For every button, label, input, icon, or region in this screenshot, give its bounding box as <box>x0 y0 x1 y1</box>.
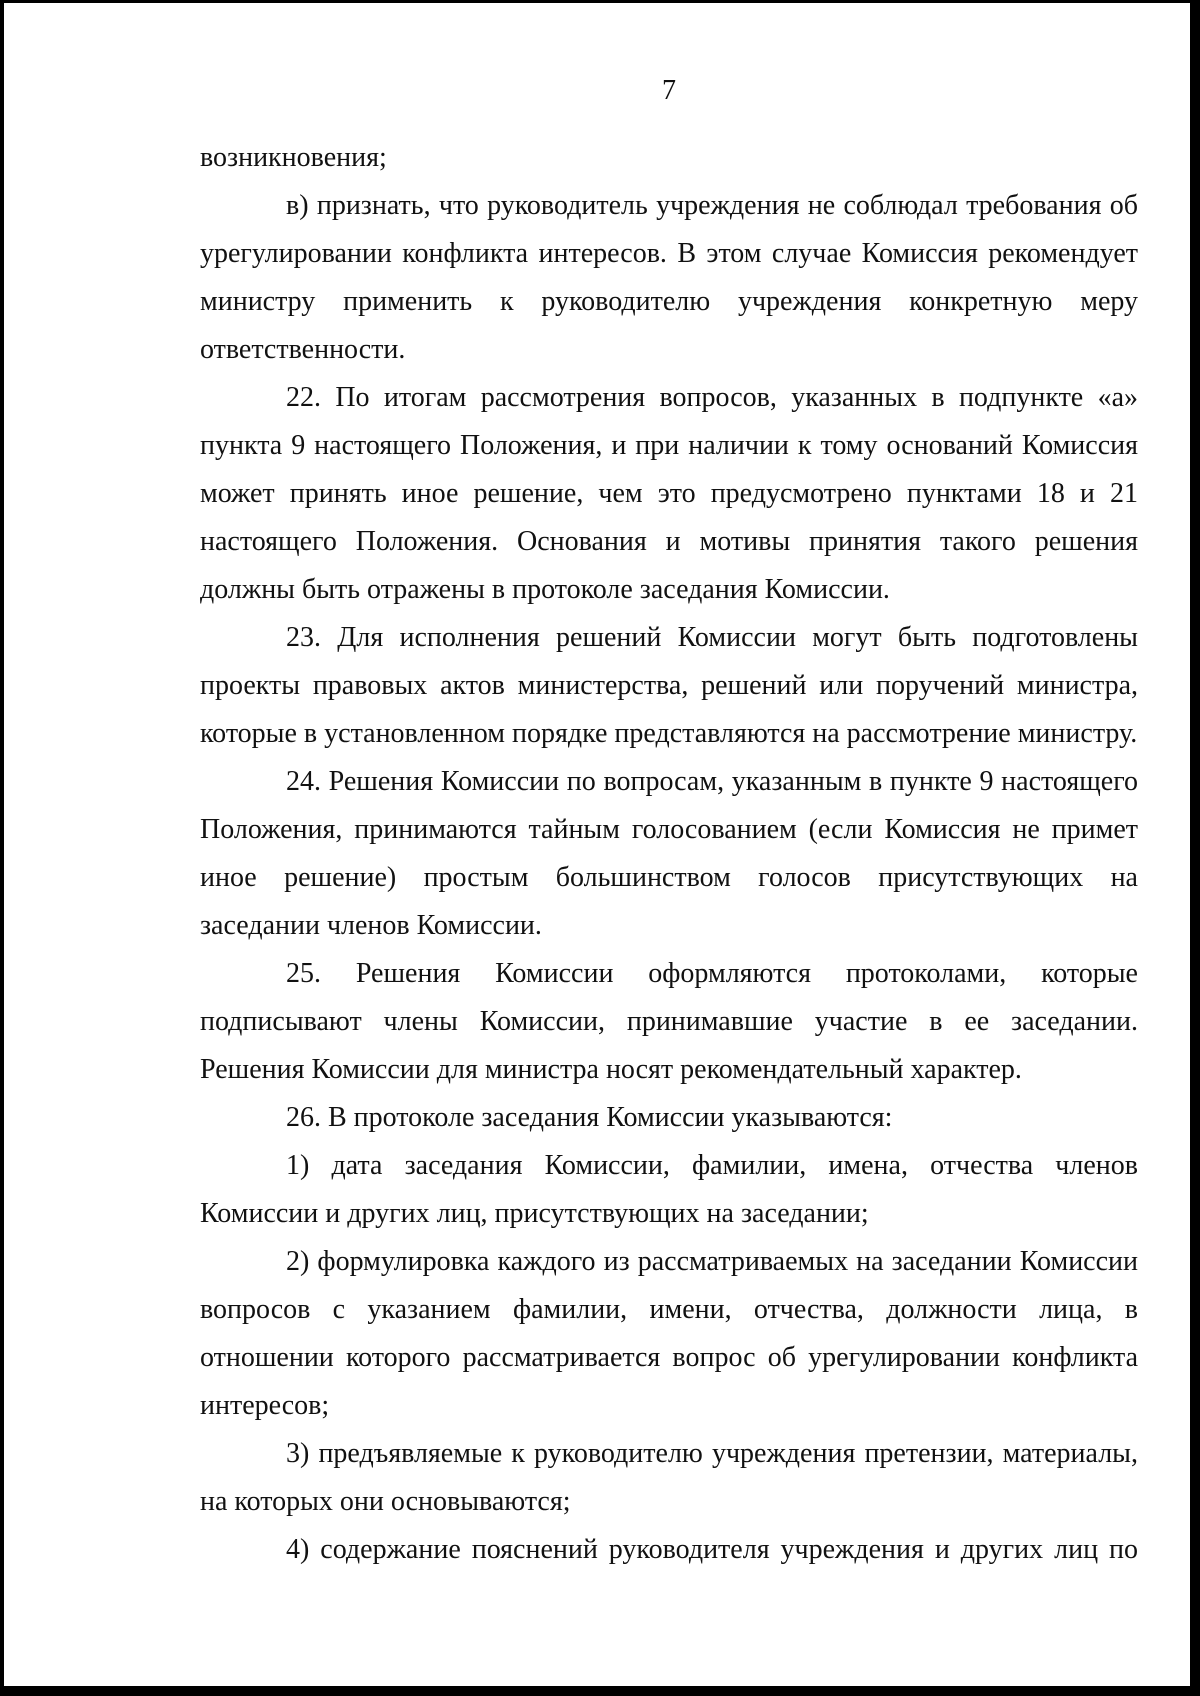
paragraph-22: 22. По итогам рассмотрения вопросов, указанных в подпункте «а» пункта 9 настоящего Положения, и при наличии к тому оснований Комиссия может принять иное решение, чем это предусмотрено пунктами 18 и 21 настоящего Положения. Основания и мотивы принятия такого решения должны быть отражены в протоколе заседания Комиссии. <box>200 382 1138 605</box>
paragraph-23: 23. Для исполнения решений Комиссии могут быть подготовлены проекты правовых актов министерства, решений или поручений министра, которые в установленном порядке представляются на рассмотрение министру. <box>200 622 1138 749</box>
paragraph-26: 26. В протоколе заседания Комиссии указываются: <box>286 1102 893 1133</box>
page-number: 7 <box>662 75 676 106</box>
paragraph-item-v: в) признать, что руководитель учреждения не соблюдал требования об урегулировании конфликта интересов. В этом случае Комиссия рекомендует министру применить к руководителю учреждения конкретную меру ответственности. <box>200 190 1138 365</box>
paragraph-26-item-3: 3) предъявляемые к руководителю учреждения претензии, материалы, на которых они основываются; <box>200 1438 1138 1517</box>
paragraph-26-item-4: 4) содержание пояснений руководителя учреждения и других лиц по <box>286 1534 1138 1565</box>
paragraph-25: 25. Решения Комиссии оформляются протоколами, которые подписывают члены Комиссии, принимавшие участие в ее заседании. Решения Комиссии для министра носят рекомендательный характер. <box>200 958 1138 1085</box>
paragraph-24: 24. Решения Комиссии по вопросам, указанным в пункте 9 настоящего Положения, принимаются тайным голосованием (если Комиссия не примет иное решение) простым большинством голосов присутствующих на заседании членов Комиссии. <box>200 766 1138 941</box>
paragraph-26-item-2: 2) формулировка каждого из рассматриваемых на заседании Комиссии вопросов с указанием фамилии, имени, отчества, должности лица, в отношении которого рассматривается вопрос об урегулировании конфликта интересов; <box>200 1246 1138 1421</box>
paragraph-continuation: возникновения; <box>200 142 387 173</box>
paragraph-26-item-1: 1) дата заседания Комиссии, фамилии, имена, отчества членов Комиссии и других лиц, присутствующих на заседании; <box>200 1150 1138 1229</box>
document-body <box>200 134 1138 1574</box>
